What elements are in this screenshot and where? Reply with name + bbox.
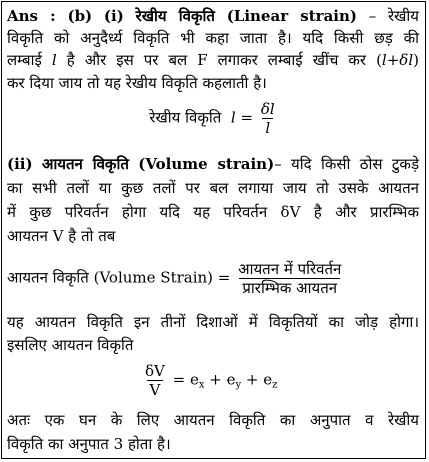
line-4: कर दिया जाय तो यह रेखीय विकृति कहलाती है। <box>7 74 267 92</box>
eq3-plus-2: + e <box>241 370 273 389</box>
line-3-e: ) <box>413 51 419 69</box>
part-ii-label: (ii) <box>7 155 33 173</box>
eq3-rhs: = e <box>172 370 199 389</box>
eq1-label: रेखीय विकृति <box>149 108 222 127</box>
line-6 <box>7 154 419 174</box>
eq3-denominator: V <box>147 380 164 399</box>
part-label: (b) <box>67 7 93 25</box>
sub-part-label: (i) <box>103 7 124 25</box>
volume-strain-heading-en: (Volume strain) <box>138 155 275 173</box>
line-3-c: है और इस पर बल F लगाकर लम्बाई खींच कर ( <box>66 51 382 69</box>
linear-strain-heading-en: (Linear strain) <box>226 7 357 25</box>
eq2-equals: = <box>217 268 231 287</box>
equation-linear-strain <box>2 100 425 137</box>
stretched-length: l+δl <box>381 51 414 69</box>
eq1-numerator: δl <box>260 100 275 118</box>
line-2: विकृति को अनुदैर्ध्य विकृति भी कहा जाता है। यदि किसी छड़ की <box>7 29 419 47</box>
ans-label: Ans : <box>7 7 56 25</box>
answer-box <box>1 1 426 459</box>
eq1-fraction <box>258 100 278 137</box>
length-var: l <box>51 51 57 69</box>
line-9: आयतन V है तो तब <box>7 227 116 245</box>
eq3-sub-y: y <box>235 379 242 391</box>
equation-volume-strain <box>7 260 419 297</box>
line-3-a: लम्बाई <box>7 51 42 69</box>
line-1-rest: – रेखीय <box>368 7 419 25</box>
volume-strain-heading-hi: आयतन विकृति <box>41 155 129 173</box>
eq3-plus-1: + e <box>204 370 236 389</box>
eq3-sub-x: x <box>198 379 205 391</box>
line-1 <box>7 6 419 26</box>
eq2-numerator: आयतन में परिवर्तन <box>238 260 342 278</box>
line-7: का सभी तलों या कुछ तलों पर बल लगाया जाय तो उसके आयतन <box>7 179 419 197</box>
eq2-denominator: प्रारम्भिक आयतन <box>239 278 340 297</box>
eq2-fraction <box>235 260 344 297</box>
eq3-sub-z: z <box>272 379 278 391</box>
eq1-denominator: l <box>262 118 273 137</box>
eq1-var: l <box>230 108 236 127</box>
eq2-label: आयतन विकृति (Volume Strain) <box>7 268 214 287</box>
line-11: यह आयतन विकृति इन तीनों दिशाओं में विकृतियों का जोड़ होगा। <box>7 313 419 331</box>
linear-strain-heading-hi: रेखीय विकृति <box>135 7 215 25</box>
eq3-numerator: δV <box>145 362 165 380</box>
line-15: विकृति का अनुपात 3 होता है। <box>7 435 171 453</box>
line-8: में कुछ परिवर्तन होगा यदि यह परिवर्तन δV है और प्रारम्भिक <box>7 203 419 221</box>
line-3 <box>7 50 419 70</box>
line-12: इसलिए आयतन विकृति <box>7 336 134 354</box>
equation-volume-sum <box>142 362 419 399</box>
line-6-rest: – यदि किसी ठोस टुकड़े <box>274 155 419 173</box>
eq1-equals: = <box>240 108 254 127</box>
line-14: अतः एक घन के लिए आयतन विकृति का अनुपात व रेखीय <box>7 411 419 429</box>
eq3-fraction <box>142 362 168 399</box>
